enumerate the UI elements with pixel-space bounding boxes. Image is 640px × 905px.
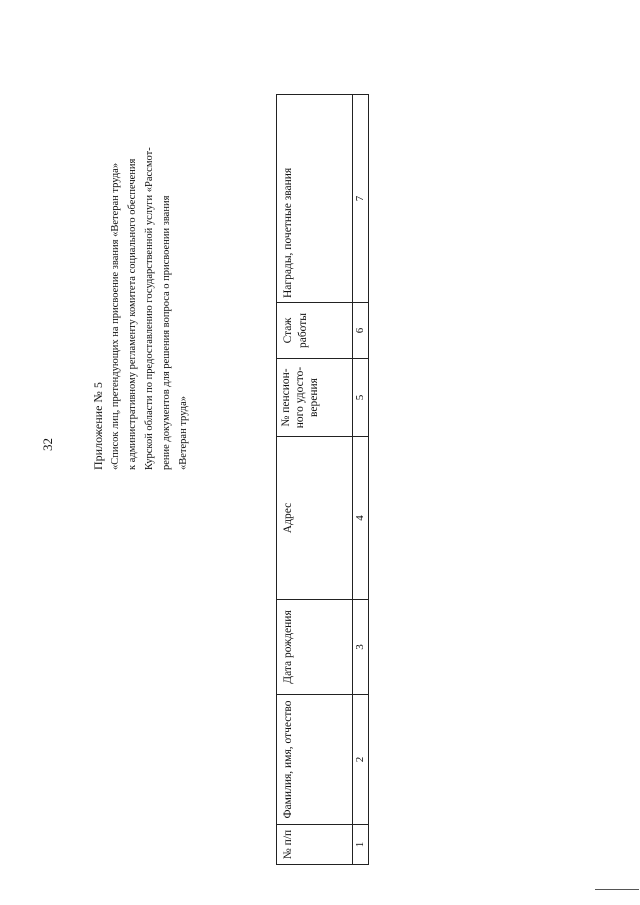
column-number: 2 xyxy=(353,695,369,825)
table-row xyxy=(353,95,369,865)
header-number: № п/п xyxy=(277,825,353,865)
header-awards: Награды, почетные звания xyxy=(277,95,353,303)
page-edge-line xyxy=(595,889,639,890)
page-number: 32 xyxy=(40,438,55,451)
appendix-line: «Ветеран труда» xyxy=(178,396,189,470)
column-number: 3 xyxy=(353,600,369,695)
column-number: 6 xyxy=(353,303,369,359)
appendix-line: рение документов для решения вопроса о присвоении звания xyxy=(161,195,172,470)
header-pension-certificate: № пенсион-ного удосто-верения xyxy=(277,359,353,437)
column-number: 4 xyxy=(353,437,369,600)
header-work-experience: Стаж работы xyxy=(277,303,353,359)
header-full-name: Фамилия, имя, отчество xyxy=(277,695,353,825)
column-number: 5 xyxy=(353,359,369,437)
header-birth-date: Дата рождения xyxy=(277,600,353,695)
appendix-line: к административному регламенту комитета социального обеспечения xyxy=(127,158,138,470)
appendix-title: Приложение № 5 xyxy=(91,382,105,470)
rotated-page-content xyxy=(40,65,460,865)
appendix-line: Курской области по предоставлению государственной услуги «Рассмот- xyxy=(144,147,155,470)
header-address: Адрес xyxy=(277,437,353,600)
appendix-line: «Список лиц, претендующих на присвоение звания «Ветеран труда» xyxy=(110,162,121,470)
column-number: 1 xyxy=(353,825,369,865)
table-header-row xyxy=(277,95,353,865)
candidates-table xyxy=(276,94,369,865)
column-number: 7 xyxy=(353,95,369,303)
appendix-header xyxy=(90,90,192,470)
